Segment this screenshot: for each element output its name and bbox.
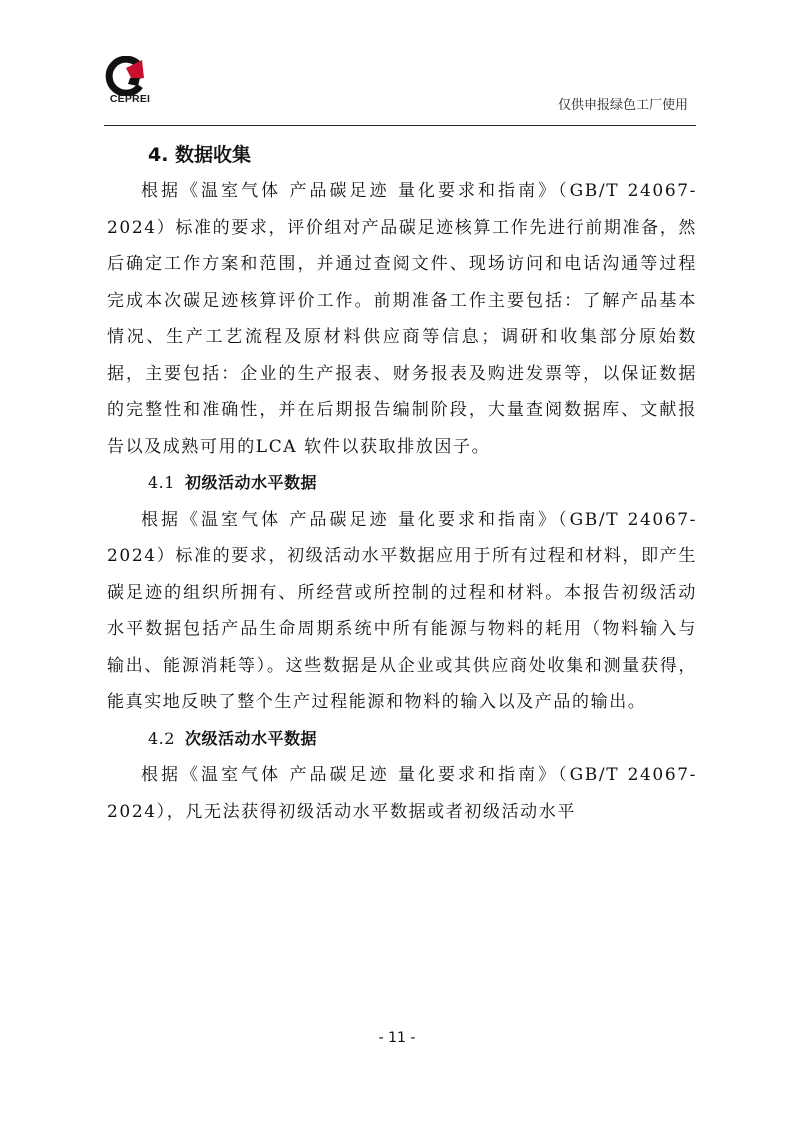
page-number: - 11 - — [378, 1030, 416, 1046]
page-content — [107, 137, 697, 830]
subsection-title: 次级活动水平数据 — [184, 728, 317, 748]
subsection-title: 初级活动水平数据 — [184, 473, 317, 492]
subsection-heading — [107, 465, 697, 502]
logo-text: CEPREI — [109, 93, 151, 105]
subsection-number: 4.1 — [148, 473, 175, 492]
header-divider — [104, 125, 696, 126]
section-title: 4. 数据收集 — [148, 144, 252, 166]
header-note: 仅供申报绿色工厂使用 — [557, 98, 688, 113]
subsection-number: 4.2 — [148, 728, 175, 748]
section-intro-paragraph: 根据《温室气体 产品碳足迹 量化要求和指南》（GB/T 24067-2024）标准的要求，评价组对产品碳足迹核算工作先进行前期准备，然后确定工作方案和范围，并通过查阅文件、现场访问和电话沟通等过程完成本次碳足迹核算评价工作。前期准备工作主要包括：了解产品基本情况、生产工艺流程及原材料供应商等信息；调研和收集部分原始数据，主要包括：企业的生产报表、财务报表及购进发票等，以保证数据的完整性和准确性，并在后期报告编制阶段，大量查阅数据库、文献报告以及成熟可用的LCA 软件以获取排放因子。 — [107, 181, 697, 457]
subsection-paragraph: 根据《温室气体 产品碳足迹 量化要求和指南》（GB/T 24067-2024），凡无法获得初级活动水平数据或者初级活动水平 — [107, 765, 697, 822]
subsection-paragraph: 根据《温室气体 产品碳足迹 量化要求和指南》（GB/T 24067-2024）标准的要求，初级活动水平数据应用于所有过程和材料，即产生碳足迹的组织所拥有、所经营或所控制的过程和材料。本报告初级活动水平数据包括产品生命周期系统中所有能源与物料的耗用（物料输入与输出、能源消耗等）。这些数据是从企业或其供应商处收集和测量获得，能真实地反映了整个生产过程能源和物料的输入以及产品的输出。 — [107, 509, 697, 712]
subsection-heading — [107, 721, 697, 758]
